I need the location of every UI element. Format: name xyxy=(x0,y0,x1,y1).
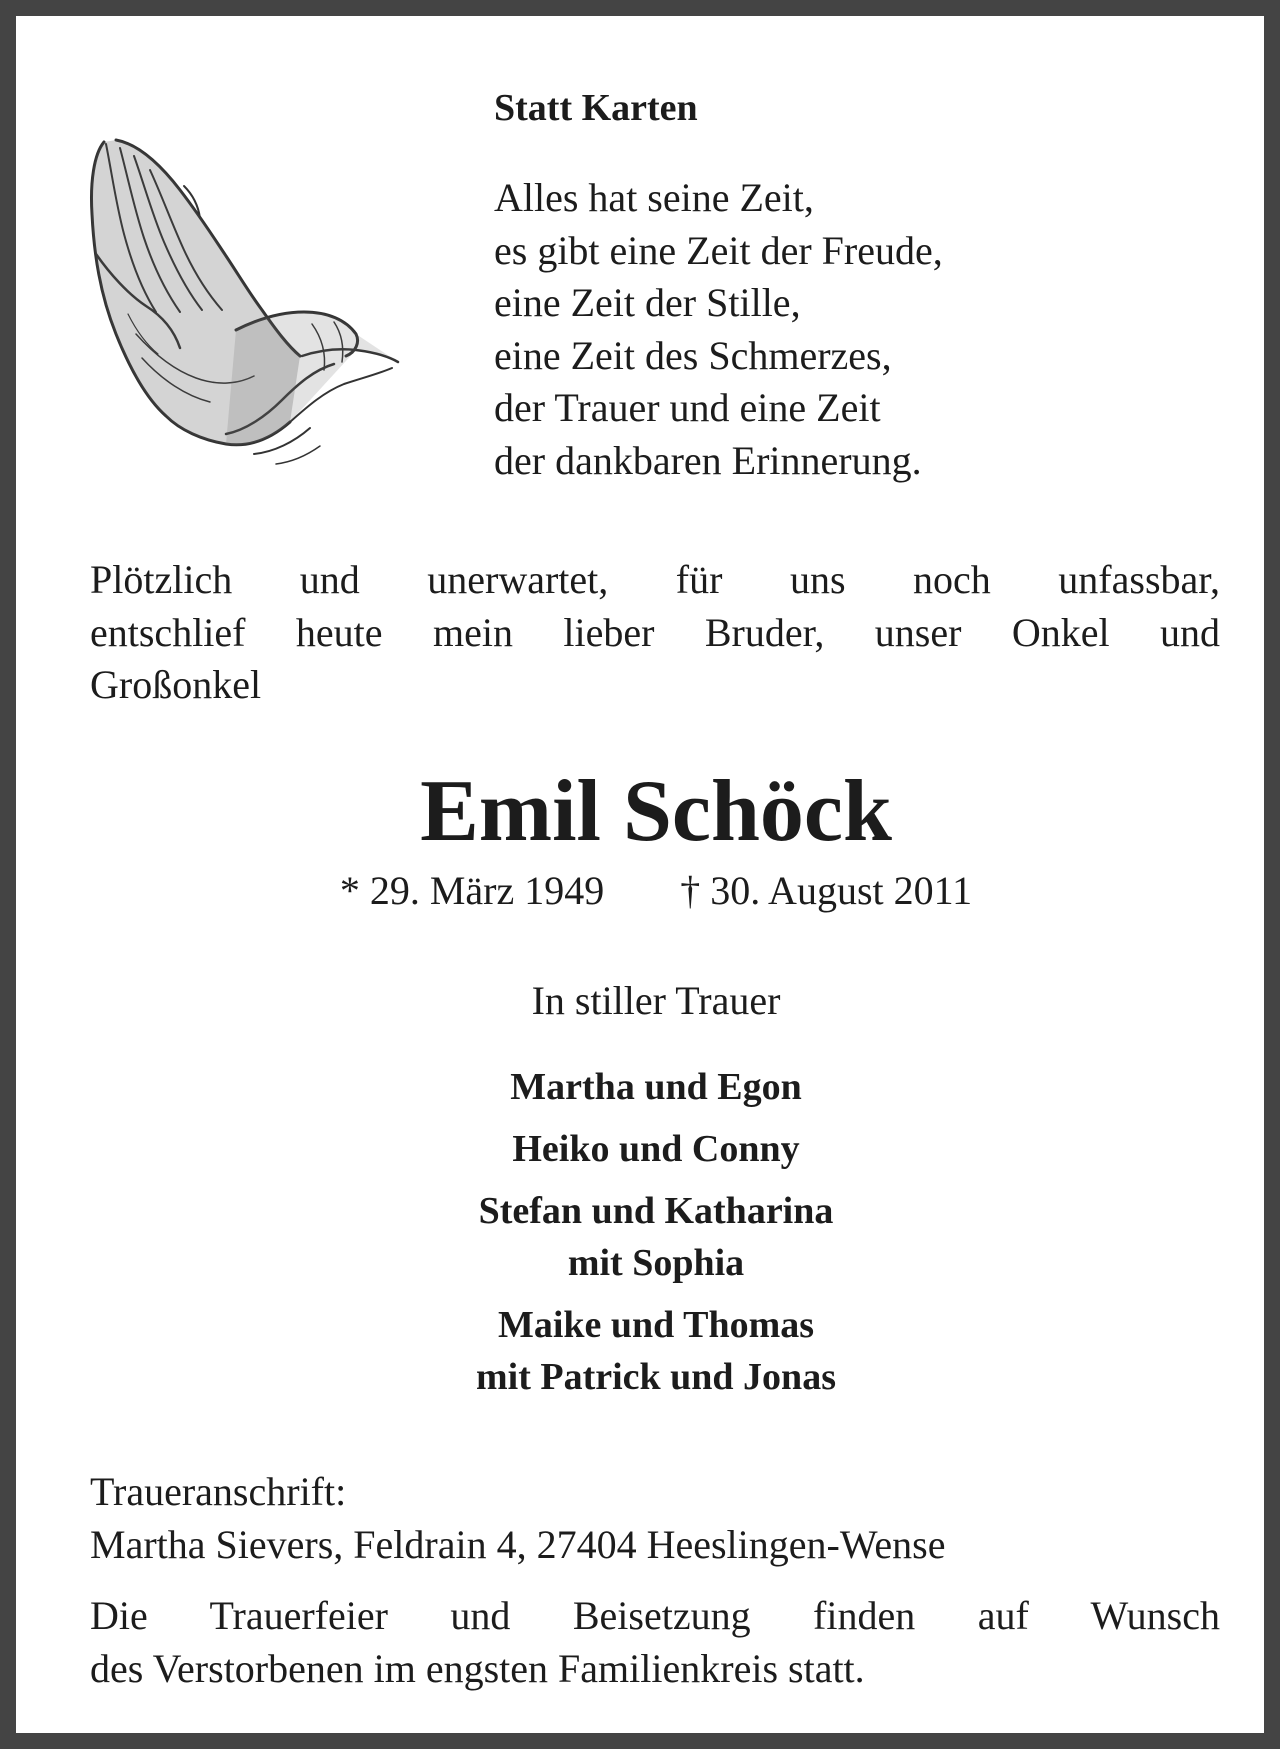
life-dates xyxy=(16,868,1280,914)
poem-line: der dankbaren Erinnerung. xyxy=(494,437,922,483)
deceased-name: Emil Schöck xyxy=(420,763,892,860)
family-group xyxy=(16,1123,1280,1175)
family-group xyxy=(16,1185,1280,1289)
heading: Statt Karten xyxy=(494,87,698,129)
family-line: mit Patrick und Jonas xyxy=(476,1356,836,1398)
family-line: Stefan und Katharina xyxy=(478,1190,834,1232)
notice-line: des Verstorbenen im engsten Familienkreis statt. xyxy=(90,1645,865,1691)
praying-hands-icon xyxy=(76,134,406,514)
family-line: Heiko und Conny xyxy=(512,1128,800,1170)
poem-line: es gibt eine Zeit der Freude, xyxy=(494,227,943,273)
family-group xyxy=(16,1061,1280,1113)
intro-line: Plötzlich und unerwartet, für uns noch unfassbar, xyxy=(90,557,1220,602)
death-date: † 30. August 2011 xyxy=(680,868,973,913)
intro-line: Großonkel xyxy=(90,662,262,707)
family-list xyxy=(16,1061,1280,1413)
poem xyxy=(494,172,1134,487)
family-line: mit Sophia xyxy=(567,1242,745,1284)
header-column xyxy=(494,86,1134,487)
birth-date: * 29. März 1949 xyxy=(339,868,605,913)
funeral-notice xyxy=(90,1590,1220,1695)
address-label: Traueranschrift: xyxy=(90,1469,347,1514)
notice-line: Die Trauerfeier und Beisetzung finden auf Wunsch xyxy=(90,1593,1220,1638)
poem-line: eine Zeit des Schmerzes, xyxy=(494,332,892,378)
mourning-line: In stiller Trauer xyxy=(531,978,781,1023)
family-group xyxy=(16,1299,1280,1403)
address-value: Martha Sievers, Feldrain 4, 27404 Heeslingen-Wense xyxy=(90,1521,946,1567)
poem-line: Alles hat seine Zeit, xyxy=(494,175,814,220)
intro-line: entschlief heute mein lieber Bruder, unser Onkel und xyxy=(90,609,1220,655)
poem-line: eine Zeit der Stille, xyxy=(494,280,801,325)
poem-line: der Trauer und eine Zeit xyxy=(494,385,881,430)
intro-text xyxy=(90,554,1220,712)
family-line: Maike und Thomas xyxy=(497,1304,815,1346)
family-line: Martha und Egon xyxy=(510,1066,802,1108)
mourning-address xyxy=(90,1466,1220,1571)
